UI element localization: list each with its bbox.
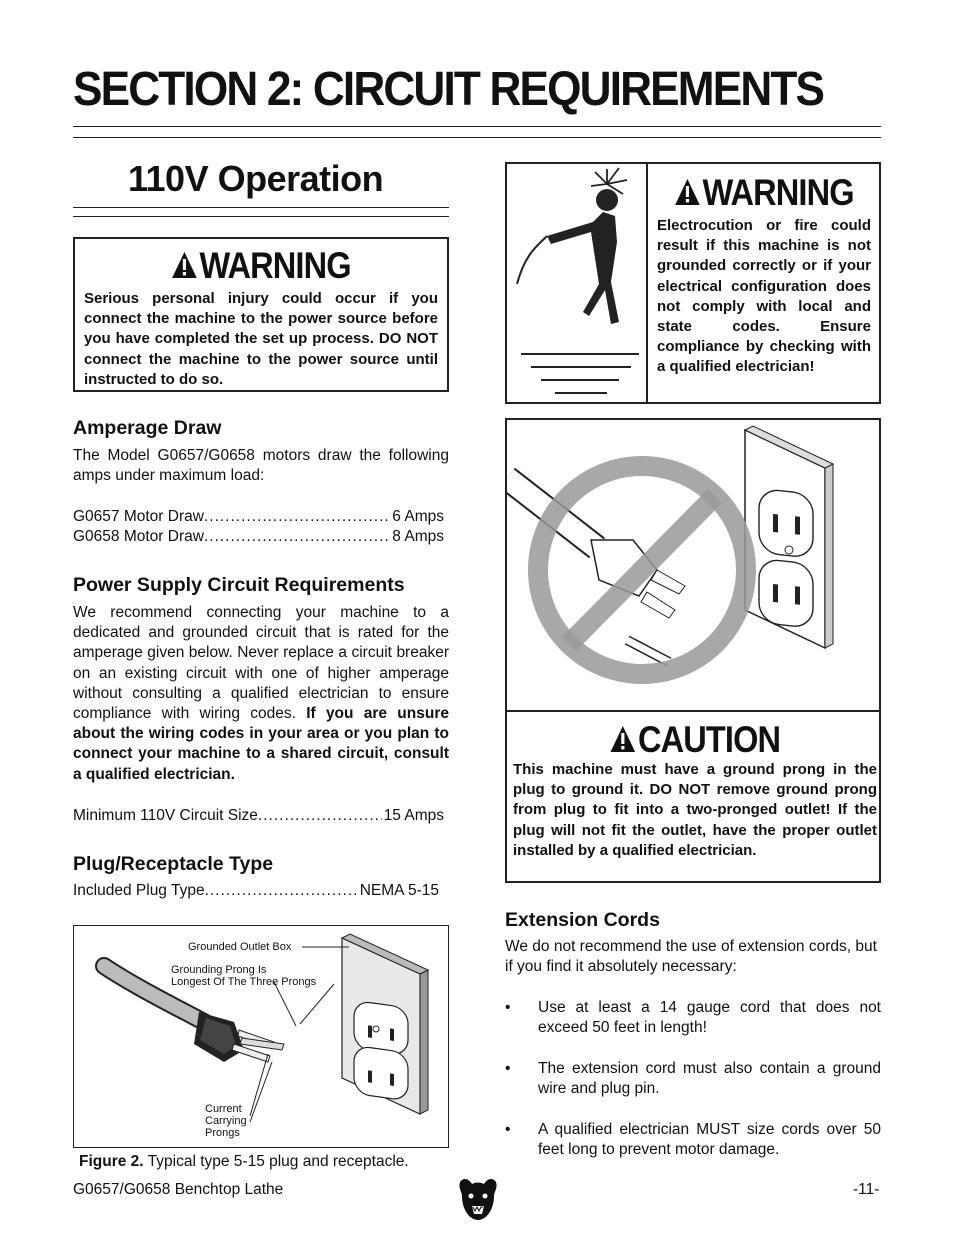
caution-heading-label: CAUTION — [637, 718, 781, 760]
warning-text: Electrocution or fire could result if this machine is not grounded correctly or if your electrical configuration does not comply with local and state codes. Ensure compliance by checking with a qualified electrician! — [657, 217, 871, 376]
subtitle-rule-bottom — [73, 216, 449, 217]
min-circuit-row — [73, 806, 444, 826]
extension-intro: We do not recommend the use of extension cords, but if you find it absolutely necessary: — [505, 938, 877, 976]
electrocution-panel — [507, 164, 648, 402]
prohibited-plug-icon — [507, 420, 879, 710]
footer-page-number: -11- — [853, 1181, 880, 1198]
extension-bullet-2 — [505, 1059, 881, 1099]
amperage-row-g0658 — [73, 527, 444, 547]
caption-text: Typical type 5-15 plug and receptacle. — [147, 1153, 409, 1170]
title-rule-bottom — [73, 137, 881, 138]
bullet-dot: • — [505, 1060, 511, 1077]
extension-bullet-3 — [505, 1120, 881, 1160]
plug-receptacle-illustration — [74, 926, 448, 1147]
power-supply-bold-note: If you are unsure about the wiring codes in your area or you plan to connect your machine to a shared circuit, consult a qualified electrician. — [73, 705, 449, 783]
extension-bullet-1 — [505, 998, 881, 1038]
amperage-row-value: 6 Amps — [392, 508, 444, 525]
bullet-text: The extension cord must also contain a ground wire and plug pin. — [538, 1060, 881, 1098]
plug-type-label: Included Plug Type — [73, 882, 205, 899]
amperage-row-label: G0657 Motor Draw — [73, 508, 204, 525]
callout-current-2: Carrying — [205, 1115, 247, 1127]
warning-heading — [670, 170, 858, 214]
figure-2-box — [73, 925, 449, 1148]
warning-heading-label: WARNING — [199, 244, 351, 286]
bullet-dot: • — [505, 1121, 511, 1138]
footer-model: G0657/G0658 Benchtop Lathe — [73, 1181, 284, 1198]
warning-box-electrocution — [505, 162, 881, 404]
section-title: SECTION 2: CIRCUIT REQUIREMENTS — [73, 63, 824, 116]
caution-content — [513, 718, 877, 861]
amperage-row-g0657 — [73, 507, 444, 527]
plug-type-row — [73, 881, 439, 901]
caution-heading — [535, 718, 855, 760]
amperage-row-value: 8 Amps — [392, 528, 444, 545]
grizzly-bear-logo-icon — [456, 1176, 500, 1222]
power-supply-text — [73, 603, 449, 785]
subsection-title: 110V Operation — [128, 158, 384, 199]
amperage-intro: The Model G0657/G0658 motors draw the following amps under maximum load: — [73, 447, 449, 485]
power-supply-heading: Power Supply Circuit Requirements — [73, 574, 405, 596]
caution-triangle-icon — [610, 724, 636, 754]
warning-triangle-icon — [171, 250, 197, 280]
leader-dots — [258, 806, 382, 826]
warning-box-setup — [73, 237, 449, 392]
plug-type-value: NEMA 5-15 — [359, 882, 439, 899]
callout-current-1: Current — [205, 1103, 242, 1115]
bullet-dot: • — [505, 999, 511, 1016]
callout-current-3: Prongs — [205, 1127, 240, 1139]
warning-heading — [105, 245, 417, 285]
warning-heading-label: WARNING — [702, 171, 854, 213]
amperage-row-label: G0658 Motor Draw — [73, 528, 204, 545]
min-circuit-label: Minimum 110V Circuit Size — [73, 807, 258, 824]
leader-dots — [204, 527, 390, 547]
callout-grounding-prong-2: Longest Of The Three Prongs — [171, 976, 317, 988]
plug-heading: Plug/Receptacle Type — [73, 853, 274, 875]
warning-triangle-icon — [674, 177, 700, 207]
figure-2-caption — [79, 1153, 409, 1171]
callout-grounding-prong-1: Grounding Prong Is — [171, 964, 267, 976]
electrocution-icon — [507, 164, 646, 402]
subtitle-rule-top — [73, 207, 449, 208]
caution-box — [505, 418, 881, 883]
min-circuit-value: 15 Amps — [383, 807, 444, 824]
bullet-text: A qualified electrician MUST size cords over 50 feet long to prevent motor damage. — [538, 1121, 881, 1159]
amperage-heading: Amperage Draw — [73, 417, 222, 439]
leader-dots — [204, 507, 390, 527]
caption-label: Figure 2. — [79, 1153, 144, 1170]
extension-heading: Extension Cords — [505, 909, 660, 931]
caution-text: This machine must have a ground prong in the plug to ground it. DO NOT remove ground prong from plug to fit into a two-pronged outlet! If the plug will not fit the outlet, have the proper outlet installed by a qualified electrician. — [513, 761, 877, 859]
callout-outlet-box: Grounded Outlet Box — [188, 941, 292, 953]
leader-dots — [205, 881, 358, 901]
prohibited-plug-panel — [507, 420, 879, 712]
bullet-text: Use at least a 14 gauge cord that does not exceed 50 feet in length! — [538, 999, 881, 1037]
power-supply-body: We recommend connecting your machine to a dedicated and grounded circuit that is rated for the amperage given below. Never replace a circuit breaker on an existing circuit with one of higher amperage without consulting a qualified electrician to ensure compliance with wiring codes. — [73, 604, 449, 723]
electrocution-warning-content — [657, 170, 871, 378]
warning-text: Serious personal injury could occur if you connect the machine to the power source before you have completed the set up process. DO NOT connect the machine to the power source until instructed to do so. — [84, 290, 438, 388]
title-rule-top — [73, 126, 881, 127]
